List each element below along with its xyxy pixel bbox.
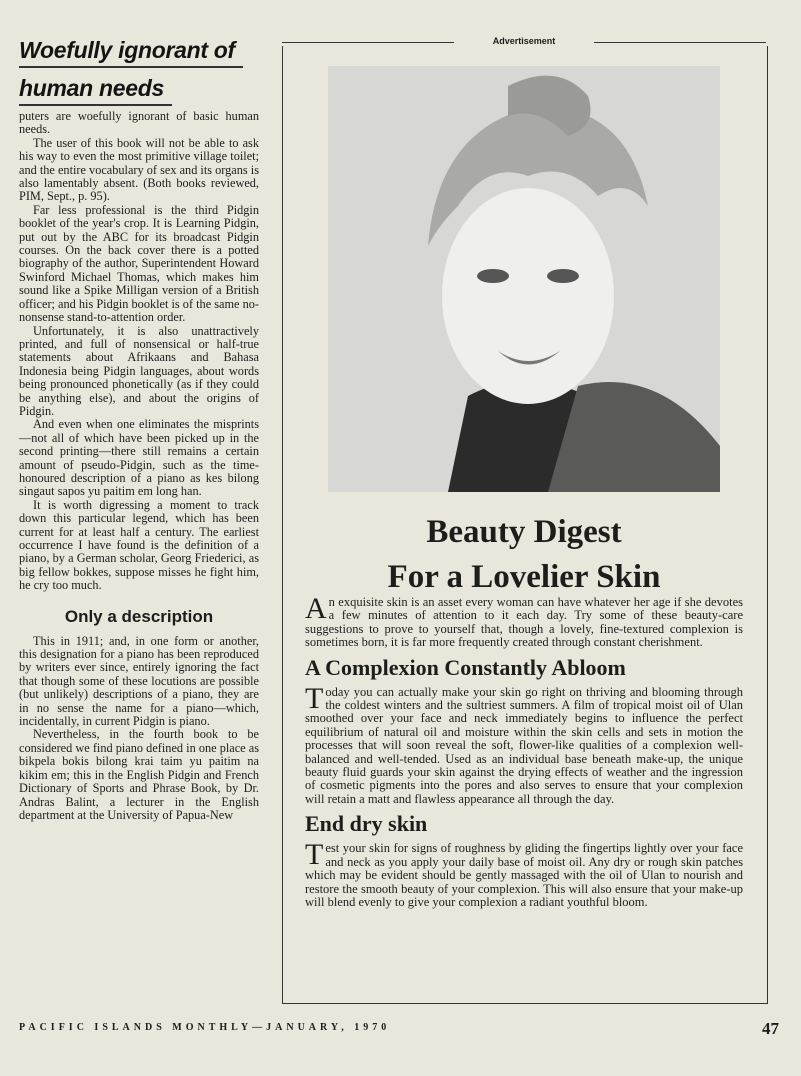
section-2-text: est your skin for signs of roughness by gliding the fingertips lightly over your face and neck as you apply your daily base of moist oil. Any dry or rough skin patches which may be evident should be gently massaged with the oil of Ulan to nourish and restore the smooth beauty of your complexion. This will also ensure that your make-up will blend evenly to give your complexion a radiant youthful bloom. — [305, 841, 743, 909]
article-paragraph: This in 1911; and, in one form or another, this designation for a piano has been reproduced by writers ever since, entirely ignoring the fact that though some of these locutions are possible (but unlikely) descriptions of a piano, they are in no sense the name for a piano—which, incidentally, in current Pidgin is piano. — [19, 633, 259, 729]
heading-line-2: human needs — [19, 72, 172, 106]
article-paragraph: It is worth digressing a moment to track down this particular legend, which has been current for at least half a century. The earliest occurrence I have found is the definition of a piano, by a German scholar, Georg Friederici, as big fellow bokkes, suppose misses he fight him, he cry too much. — [19, 497, 259, 593]
portrait-image — [328, 66, 720, 492]
drop-cap: T — [305, 681, 324, 715]
article-paragraph: Far less professional is the third Pidgin booklet of the year's crop. It is Learning Pidgin, put out by the ABC for its broadcast Pidgin courses. On the back cover there is a potted biography of the author, Superintendent Howard Swinford Michael Thomas, which makes him sound like a Spike Milligan version of a British officer; and his Pidgin booklet is of the same no-nonsense stand-to-attention order. — [19, 202, 259, 325]
article-paragraph: Nevertheless, in the fourth book to be considered we find piano defined in one place as bikpela bokis bilong krai taim yu paitim na kikim em; this in the English Pidgin and French Dictionary of Sports and Phrase Book, by Dr. Andras Balint, a lecturer in the English department at the University of Papua-New — [19, 727, 259, 822]
article-paragraph: puters are woefully ignorant of basic human needs. — [19, 109, 259, 137]
title-line-2: For a Lovelier Skin — [387, 559, 661, 595]
article-paragraph: The user of this book will not be able to ask his way to even the most primitive village toilet; and the entire vocabulary of sex and its organs is also lamentably absent. (Both books reviewed, PIM, Sept., p. 95). — [19, 135, 259, 204]
masthead: PACIFIC ISLANDS MONTHLY—JANUARY, 1970 — [19, 1022, 391, 1033]
drop-cap: T — [305, 838, 324, 872]
drop-cap: A — [305, 592, 327, 625]
article-paragraph: Unfortunately, it is also unattractively printed, and full of nonsensical or half-true statements about Afrikaans and Bahasa Indonesia being Pidgin languages, about words being pronounced phonetically (as if they could be anything else), and about the origins of Pidgin. — [19, 323, 259, 418]
article-subheading: Only a description — [64, 606, 214, 626]
article-paragraph: And even when one eliminates the misprints—not all of which have been picked up in the second printing—there still remains a certain amount of pseudo-Pidgin, such as the time-honoured description of a piano as kes bilong singaut sapos yu paitim em long han. — [19, 417, 259, 499]
advertisement-body — [305, 592, 743, 909]
section-1-text: oday you can actually make your skin go right on thriving and blooming through the coldest winters and the sultriest summers. A film of tropical moist oil of Ulan smoothed over your face and neck immediately begins to influence the perfect equilibrium of natural oil and moisture within the skin cells and sets in motion the processes that will soon reveal the soft, flower-like qualities of a complexion well-balanced and well-tended. Used as an individual base beneath make-up, the unique beauty fluid guards your skin against the drying effects of weather and the ingression of cosmetic pigments into the pores and also serves to ensure that your complexion will retain a matt and flawless appearance all through the day. — [305, 684, 743, 806]
article-column — [19, 34, 259, 822]
section-text — [305, 681, 743, 807]
section-heading: A Complexion Constantly Abloom — [305, 654, 626, 680]
heading-line-1: Woefully ignorant of — [19, 34, 243, 68]
intro-text: n exquisite skin is an asset every woman can have whatever her age if she devotes a few minutes of attention to it each day. Try some of these beauty-care suggestions to prove to yourself that, though a lovely, fine-textured complexion is sometimes born, it is far more frequently created through constant cherishment. — [305, 595, 743, 650]
section-text — [305, 838, 743, 909]
advertisement-label: Advertisement — [282, 36, 766, 46]
portrait-photo — [328, 66, 720, 492]
page-footer — [19, 1019, 779, 1038]
advertisement-title — [282, 510, 766, 600]
title-line-1: Beauty Digest — [426, 514, 622, 550]
advertisement-intro — [305, 592, 743, 650]
section-heading: End dry skin — [305, 811, 428, 837]
page-number: 47 — [762, 1019, 779, 1038]
article-heading — [19, 34, 259, 106]
